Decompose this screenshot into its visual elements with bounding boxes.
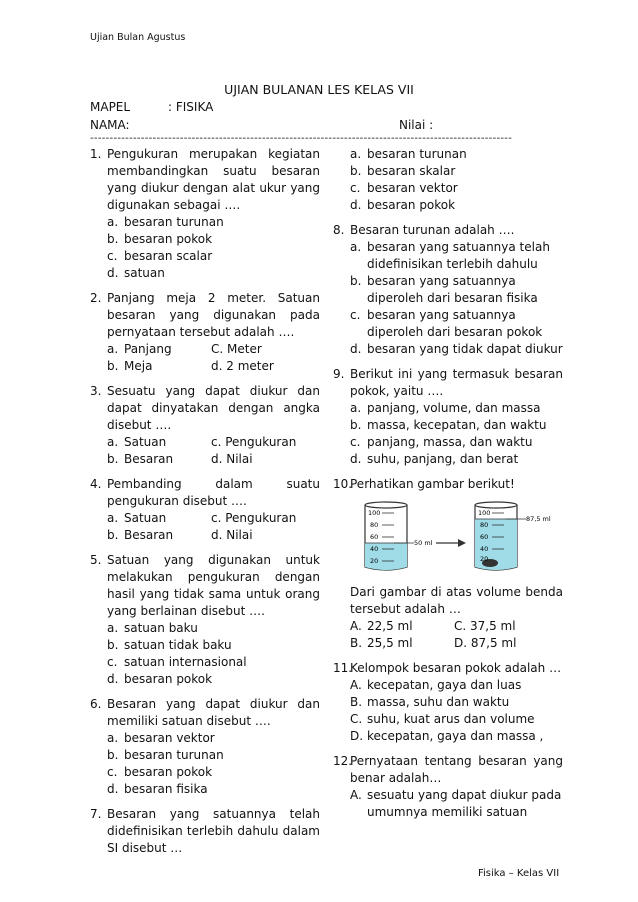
right-column bbox=[333, 146, 563, 829]
mapel-line bbox=[90, 100, 214, 114]
option-d: d. Nilai bbox=[211, 452, 253, 466]
mapel-value: : FISIKA bbox=[168, 100, 214, 114]
option-a: a. besaran vektor bbox=[107, 731, 215, 745]
option-a: a. panjang, volume, dan massa bbox=[350, 401, 541, 415]
question-4 bbox=[90, 476, 320, 544]
question-1 bbox=[90, 146, 320, 282]
question-3 bbox=[90, 383, 320, 468]
scale-label: 100 bbox=[368, 509, 381, 517]
option-d: d. suhu, panjang, dan berat bbox=[350, 452, 519, 466]
scale-label: 20 bbox=[370, 557, 379, 565]
beaker-left bbox=[365, 502, 433, 570]
option-b: b. besaran turunan bbox=[107, 748, 224, 762]
question-number: 7. bbox=[90, 807, 102, 821]
option-a: A. 22,5 ml bbox=[350, 619, 413, 633]
option-a: A. kecepatan, gaya dan luas bbox=[350, 678, 522, 692]
question-number: 12. bbox=[333, 754, 353, 768]
nilai-label: Nilai : bbox=[399, 118, 434, 132]
question-7 bbox=[90, 806, 320, 857]
question-11 bbox=[333, 660, 563, 745]
option-c: c. Pengukuran bbox=[211, 511, 297, 525]
page-header: Ujian Bulan Agustus bbox=[90, 32, 186, 43]
separator-line: ------------------------------------------------------------------------------------------------------------ bbox=[90, 133, 513, 144]
question-text: Kelompok besaran pokok adalah … bbox=[350, 661, 562, 675]
option-c: C. suhu, kuat arus dan volume bbox=[350, 712, 535, 726]
measuring-cylinder-figure bbox=[354, 499, 574, 575]
question-number: 8. bbox=[333, 223, 345, 237]
option-c: c. besaran scalar bbox=[107, 249, 213, 263]
question-5 bbox=[90, 552, 320, 688]
question-number: 5. bbox=[90, 553, 102, 567]
option-b: b. besaran yang satuannya diperoleh dari besaran fisika bbox=[350, 274, 538, 305]
scale-label: 40 bbox=[370, 545, 379, 553]
question-7-options bbox=[333, 146, 563, 214]
left-column bbox=[90, 146, 320, 865]
question-8 bbox=[333, 222, 563, 358]
question-text: Besaran turunan adalah …. bbox=[350, 223, 515, 237]
question-number: 4. bbox=[90, 477, 102, 491]
question-text: Berikut ini yang termasuk besaran pokok, yaitu …. bbox=[350, 367, 563, 398]
question-2 bbox=[90, 290, 320, 375]
exam-title: UJIAN BULANAN LES KELAS VII bbox=[224, 82, 414, 97]
question-10 bbox=[333, 476, 563, 652]
option-a: a. besaran yang satuannya telah didefinisikan terlebih dahulu bbox=[350, 240, 550, 271]
option-c: c. satuan internasional bbox=[107, 655, 247, 669]
option-b: b. massa, kecepatan, dan waktu bbox=[350, 418, 547, 432]
question-text: Besaran yang satuannya telah didefinisikan terlebih dahulu dalam SI disebut … bbox=[107, 807, 320, 855]
question-text: Pernyataan tentang besaran yang benar adalah… bbox=[350, 754, 563, 785]
question-number: 6. bbox=[90, 697, 102, 711]
scale-label: 60 bbox=[370, 533, 379, 541]
question-number: 1. bbox=[90, 147, 102, 161]
option-a: a. Satuan bbox=[107, 511, 167, 525]
option-a: a. satuan baku bbox=[107, 621, 198, 635]
option-a: a. besaran turunan bbox=[350, 147, 467, 161]
option-a: A. sesuatu yang dapat diukur pada umumnya memiliki satuan bbox=[350, 788, 562, 819]
question-number: 11. bbox=[333, 661, 353, 675]
scale-label: 40 bbox=[480, 545, 489, 553]
option-d: D. 87,5 ml bbox=[454, 636, 517, 650]
question-text: Dari gambar di atas volume benda tersebut adalah … bbox=[350, 585, 563, 616]
option-b: b. Besaran bbox=[107, 528, 174, 542]
option-b: b. Besaran bbox=[107, 452, 174, 466]
question-text: Pengukuran merupakan kegiatan membandingkan suatu besaran yang diukur dengan alat ukur yang digunakan sebagai …. bbox=[107, 147, 320, 212]
nama-label: NAMA: bbox=[90, 118, 130, 132]
question-number: 10. bbox=[333, 477, 353, 491]
option-c: C. 37,5 ml bbox=[454, 619, 516, 633]
volume-label-left: 50 ml bbox=[414, 539, 433, 547]
option-c: c. panjang, massa, dan waktu bbox=[350, 435, 533, 449]
question-text: Perhatikan gambar berikut! bbox=[350, 477, 515, 491]
question-text: Sesuatu yang dapat diukur dan dapat dinyatakan dengan angka disebut …. bbox=[107, 384, 320, 432]
option-d: d. besaran pokok bbox=[107, 672, 213, 686]
question-number: 2. bbox=[90, 291, 102, 305]
option-b: b. satuan tidak baku bbox=[107, 638, 232, 652]
option-a: a. besaran turunan bbox=[107, 215, 224, 229]
option-b: b. besaran pokok bbox=[107, 232, 213, 246]
scale-label: 20 bbox=[480, 555, 489, 563]
option-c: c. besaran yang satuannya diperoleh dari besaran pokok bbox=[350, 308, 543, 339]
scale-label: 100 bbox=[478, 509, 491, 517]
option-d: d. besaran fisika bbox=[107, 782, 208, 796]
question-text: Besaran yang dapat diukur dan memiliki satuan disebut …. bbox=[107, 697, 320, 728]
option-b: B. 25,5 ml bbox=[350, 636, 413, 650]
question-12 bbox=[333, 753, 563, 821]
question-text: Panjang meja 2 meter. Satuan besaran yang digunakan pada pernyataan tersebut adalah …. bbox=[107, 291, 320, 339]
option-d: d. 2 meter bbox=[211, 359, 274, 373]
question-6 bbox=[90, 696, 320, 798]
arrow-right-icon bbox=[436, 539, 466, 547]
mapel-label: MAPEL bbox=[90, 100, 131, 114]
option-b: b. besaran skalar bbox=[350, 164, 456, 178]
question-number: 9. bbox=[333, 367, 345, 381]
option-b: B. massa, suhu dan waktu bbox=[350, 695, 510, 709]
question-text: Satuan yang digunakan untuk melakukan pengukuran dengan hasil yang tidak sama untuk orang yang berlainan disebut …. bbox=[107, 553, 320, 618]
option-c: C. Meter bbox=[211, 342, 262, 356]
scale-label: 60 bbox=[480, 533, 489, 541]
option-a: a. Panjang bbox=[107, 342, 172, 356]
page-footer: Fisika – Kelas VII bbox=[478, 868, 560, 879]
option-c: c. besaran pokok bbox=[107, 765, 213, 779]
option-d: d. Nilai bbox=[211, 528, 253, 542]
option-b: b. Meja bbox=[107, 359, 153, 373]
question-text: Pembanding dalam suatu pengukuran disebut …. bbox=[107, 477, 320, 508]
option-a: a. Satuan bbox=[107, 435, 167, 449]
option-d: d. satuan bbox=[107, 266, 165, 280]
scale-label: 80 bbox=[480, 521, 489, 529]
option-d: d. besaran pokok bbox=[350, 198, 456, 212]
beaker-right bbox=[475, 502, 551, 570]
volume-label-right: 87,5 ml bbox=[526, 515, 551, 523]
option-d: d. besaran yang tidak dapat diukur bbox=[350, 342, 563, 356]
option-c: c. besaran vektor bbox=[350, 181, 458, 195]
option-c: c. Pengukuran bbox=[211, 435, 297, 449]
option-d: D. kecepatan, gaya dan massa , bbox=[350, 729, 544, 743]
question-9 bbox=[333, 366, 563, 468]
scale-label: 80 bbox=[370, 521, 379, 529]
question-number: 3. bbox=[90, 384, 102, 398]
